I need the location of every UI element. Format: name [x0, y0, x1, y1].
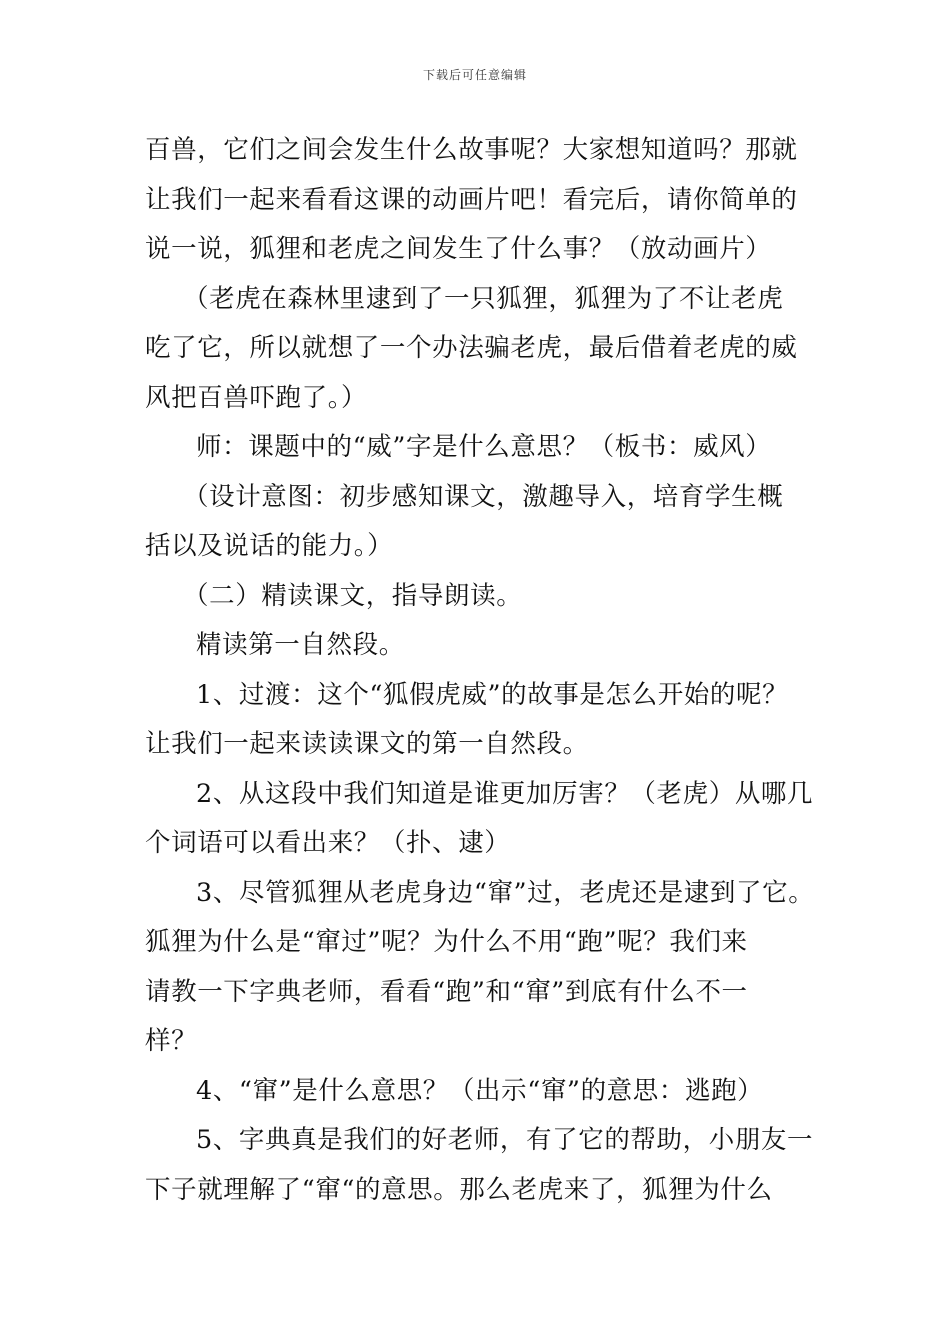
text-line: 下子就理解了“窜“的意思。那么老虎来了，狐狸为什么 — [145, 1174, 773, 1205]
text-line: 让我们一起来读读课文的第一自然段。 — [145, 729, 589, 759]
text-line: 百兽，它们之间会发生什么故事呢？大家想知道吗？那就 — [145, 135, 798, 165]
text-line: 吃了它，所以就想了一个办法骗老虎，最后借着老虎的威 — [145, 333, 798, 363]
text-line: 样？ — [145, 1026, 198, 1056]
text-line: （设计意图：初步感知课文，激趣导入，培育学生概 — [183, 481, 784, 512]
text-line: 狐狸为什么是“窜过”呢？为什么不用“跑”呢？我们来 — [145, 927, 748, 957]
text-line: 说一说，狐狸和老虎之间发生了什么事？（放动画片） — [145, 234, 772, 264]
text-line: （老虎在森林里逮到了一只狐狸，狐狸为了不让老虎 — [183, 283, 784, 314]
text-line: 师：课题中的“威”字是什么意思？（板书：威风） — [196, 432, 772, 462]
text-line: 3、尽管狐狸从老虎身边“窜”过，老虎还是逮到了它。 — [196, 877, 815, 908]
page-header: 下载后可任意编辑 — [422, 68, 527, 82]
text-line: 让我们一起来看看这课的动画片吧！看完后，请你简单的 — [145, 184, 798, 215]
text-line: （二）精读课文，指导朗读。 — [183, 580, 523, 611]
text-line: 个词语可以看出来？（扑、逮） — [145, 828, 511, 858]
text-line: 精读第一自然段。 — [196, 630, 405, 660]
document-body — [145, 126, 820, 1215]
text-line: 4、“窜”是什么意思？（出示“窜”的意思：逃跑） — [196, 1075, 764, 1106]
text-line: 风把百兽吓跑了。） — [145, 382, 368, 413]
text-line: 1、过渡：这个“狐假虎威”的故事是怎么开始的呢？ — [196, 679, 789, 710]
text-line: 括以及说话的能力。） — [145, 531, 394, 561]
text-line: 请教一下字典老师，看看“跑”和“窜”到底有什么不一 — [145, 976, 748, 1007]
text-line: 2、从这段中我们知道是谁更加厉害？（老虎）从哪几 — [196, 778, 814, 809]
text-line: 5、字典真是我们的好老师，有了它的帮助，小朋友一 — [196, 1125, 814, 1155]
